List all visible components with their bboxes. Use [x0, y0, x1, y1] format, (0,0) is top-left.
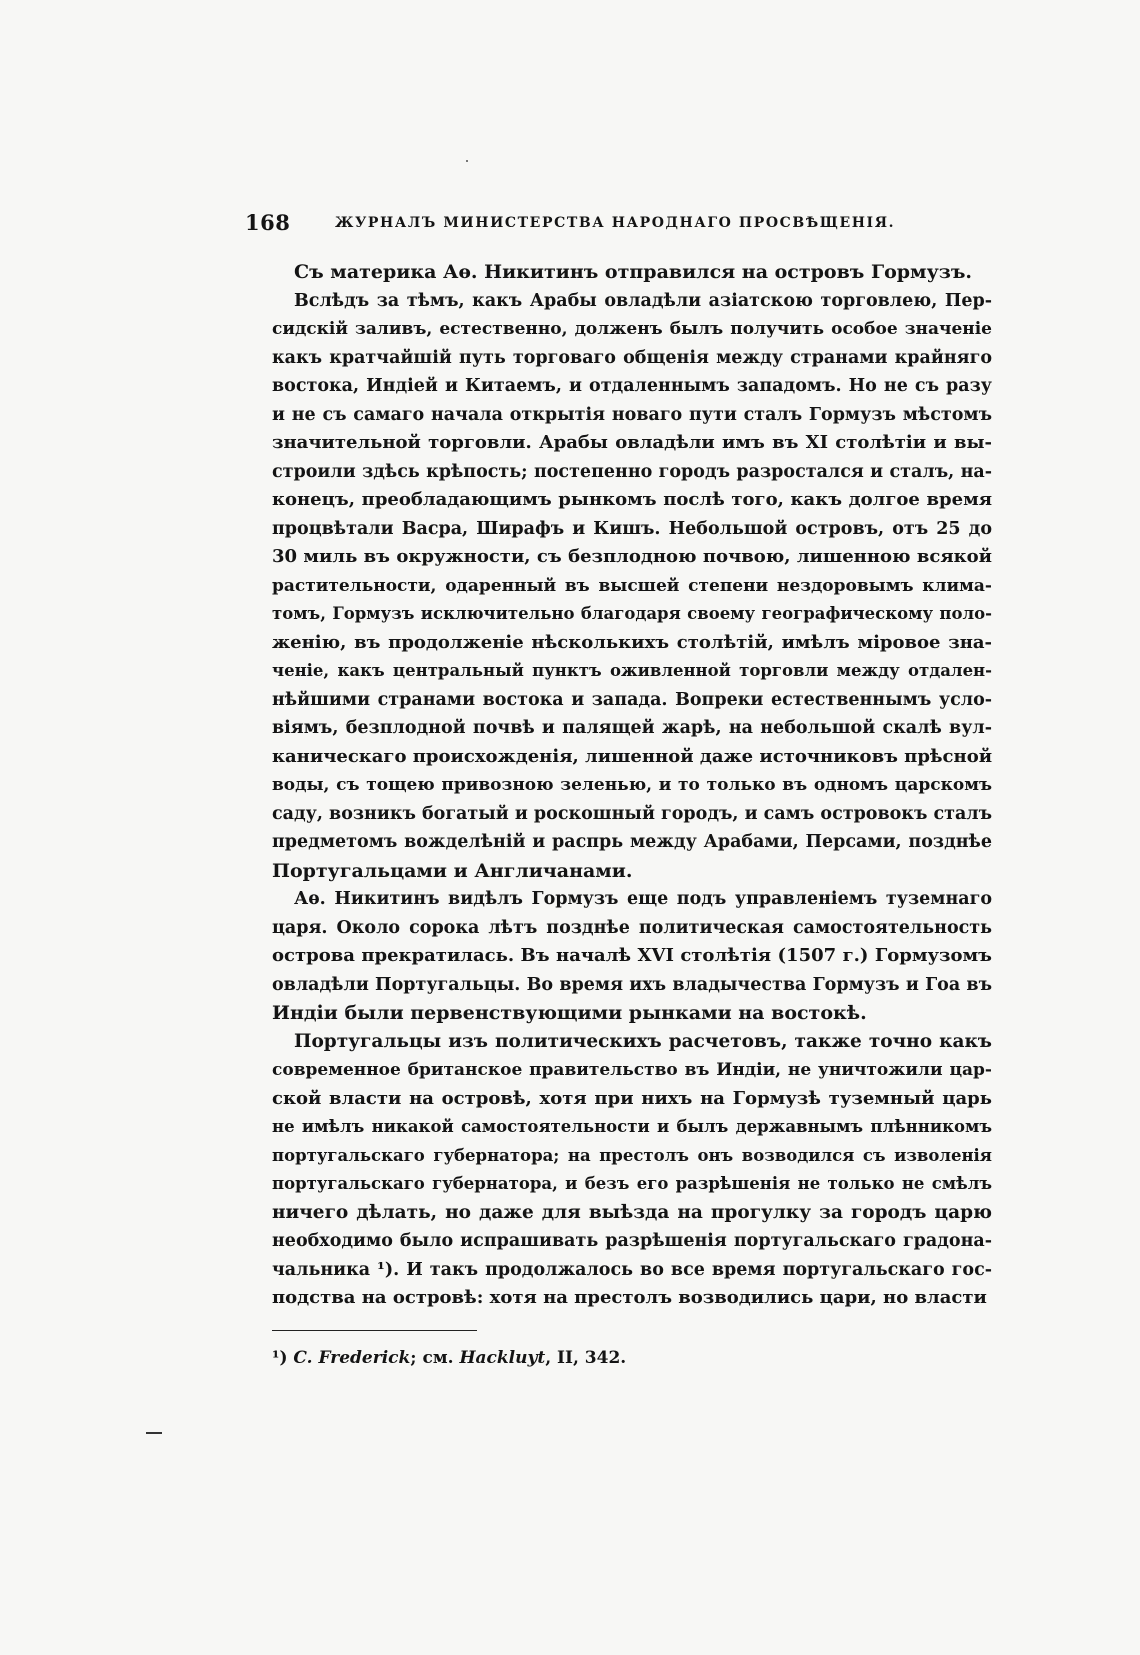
text-line: Аѳ. Никитинъ видѣлъ Гормузъ еще подъ управленіемъ туземнаго	[294, 889, 992, 909]
text-line: нѣйшими странами востока и запада. Вопреки естественнымъ усло-	[272, 689, 992, 710]
paragraph	[272, 1028, 992, 1313]
running-title: ЖУРНАЛЪ МИНИСТЕРСТВА НАРОДНАГО ПРОСВѢЩЕНІЯ.	[335, 215, 896, 231]
text-line: современное британское правительство въ Индіи, не уничтожили цар-	[272, 1060, 992, 1080]
text-line: не имѣлъ никакой самостоятельности и былъ державнымъ плѣнникомъ	[272, 1117, 992, 1136]
text-line: ченіе, какъ центральный пунктъ оживленной торговли между отдален-	[272, 661, 992, 680]
text-line: конецъ, преобладающимъ рынкомъ послѣ того, какъ долгое время	[272, 489, 992, 510]
text-line: Индіи были первенствующими рынками на востокѣ.	[272, 1002, 867, 1024]
text-line: процвѣтали Васра, Ширафъ и Кишъ. Небольшой островъ, отъ 25 до	[272, 518, 992, 539]
paragraph	[272, 258, 992, 287]
text-line: воды, съ тощею привозною зеленью, и то только въ одномъ царскомъ	[272, 775, 992, 795]
page-header	[245, 210, 965, 240]
text-line: востока, Индіей и Китаемъ, и отдаленнымъ западомъ. Но не съ разу	[272, 376, 992, 396]
text-line: подства на островѣ: хотя на престолъ возводились цари, но власти	[272, 1287, 987, 1308]
text-line: значительной торговли. Арабы овладѣли имъ въ XI столѣтіи и вы-	[272, 432, 992, 453]
body-text	[272, 258, 992, 1313]
scan-speck	[466, 160, 468, 162]
text-line: острова прекратилась. Въ началѣ XVI столѣтія (1507 г.) Гормузомъ	[272, 945, 992, 966]
footnote-mid: ; см.	[410, 1348, 454, 1368]
text-line: какъ кратчайшій путь торговаго общенія между странами крайняго	[272, 347, 992, 368]
paragraph	[272, 287, 992, 886]
text-line: чальника ¹). И такъ продолжалось во все время португальскаго гос-	[272, 1259, 992, 1280]
text-line: Вслѣдъ за тѣмъ, какъ Арабы овладѣли азіатскою торговлею, Пер-	[294, 290, 992, 311]
text-line: віямъ, безплодной почвѣ и палящей жарѣ, на небольшой скалѣ вул-	[272, 718, 992, 738]
text-line: овладѣли Португальцы. Во время ихъ владычества Гормузъ и Гоа въ	[272, 974, 992, 995]
text-line: португальскаго губернатора; на престолъ онъ возводился съ изволенія	[272, 1145, 992, 1165]
text-line: португальскаго губернатора, и безъ его разрѣшенія не только не смѣлъ	[272, 1174, 992, 1193]
text-line: предметомъ вожделѣній и распрь между Арабами, Персами, позднѣе	[272, 832, 992, 852]
text-line: каническаго происхожденія, лишенной даже источниковъ прѣсной	[272, 745, 993, 767]
text-line: ской власти на островѣ, хотя при нихъ на Гормузѣ туземный царь	[272, 1087, 992, 1109]
text-line: строили здѣсь крѣпость; постепенно городъ разростался и сталъ, на-	[272, 461, 992, 482]
text-line: царя. Около сорока лѣтъ позднѣе политическая самостоятельность	[272, 917, 992, 938]
text-line: Португальцы изъ политическихъ расчетовъ, также точно какъ	[294, 1030, 992, 1052]
text-line: Португальцами и Англичанами.	[272, 859, 633, 882]
footnote-source: Hackluyt	[459, 1348, 546, 1368]
paragraph	[272, 885, 992, 1028]
text-line: растительности, одаренный въ высшей степени нездоровымъ клима-	[272, 575, 992, 596]
text-line: сидскій заливъ, естественно, долженъ былъ получить особое значеніе	[272, 319, 992, 339]
text-line: необходимо было испрашивать разрѣшенія португальскаго градона-	[272, 1231, 992, 1251]
text-line: саду, возникъ богатый и роскошный городъ, и самъ островокъ сталъ	[272, 803, 993, 824]
footnote-ref: , II, 342.	[545, 1348, 627, 1368]
text-line: женію, въ продолженіе нѣсколькихъ столѣтій, имѣлъ міровое зна-	[272, 631, 992, 653]
text-line: ничего дѣлать, но даже для выѣзда на прогулку за городъ царю	[272, 1201, 992, 1223]
footnote-author: C. Frederick	[293, 1348, 411, 1368]
text-line: томъ, Гормузъ исключительно благодаря своему географическому поло-	[272, 604, 992, 623]
page-number: 168	[245, 210, 291, 235]
text-line: Съ материка Аѳ. Никитинъ отправился на островъ Гормузъ.	[294, 261, 973, 283]
text-line: и не съ самаго начала открытія новаго пути сталъ Гормузъ мѣстомъ	[272, 404, 992, 425]
footnote-divider	[272, 1330, 477, 1331]
text-line: 30 миль въ окружности, съ безплодною почвою, лишенною всякой	[272, 546, 992, 567]
footnote-marker: ¹)	[272, 1348, 288, 1368]
footnote	[272, 1348, 626, 1368]
margin-mark	[146, 1432, 162, 1434]
